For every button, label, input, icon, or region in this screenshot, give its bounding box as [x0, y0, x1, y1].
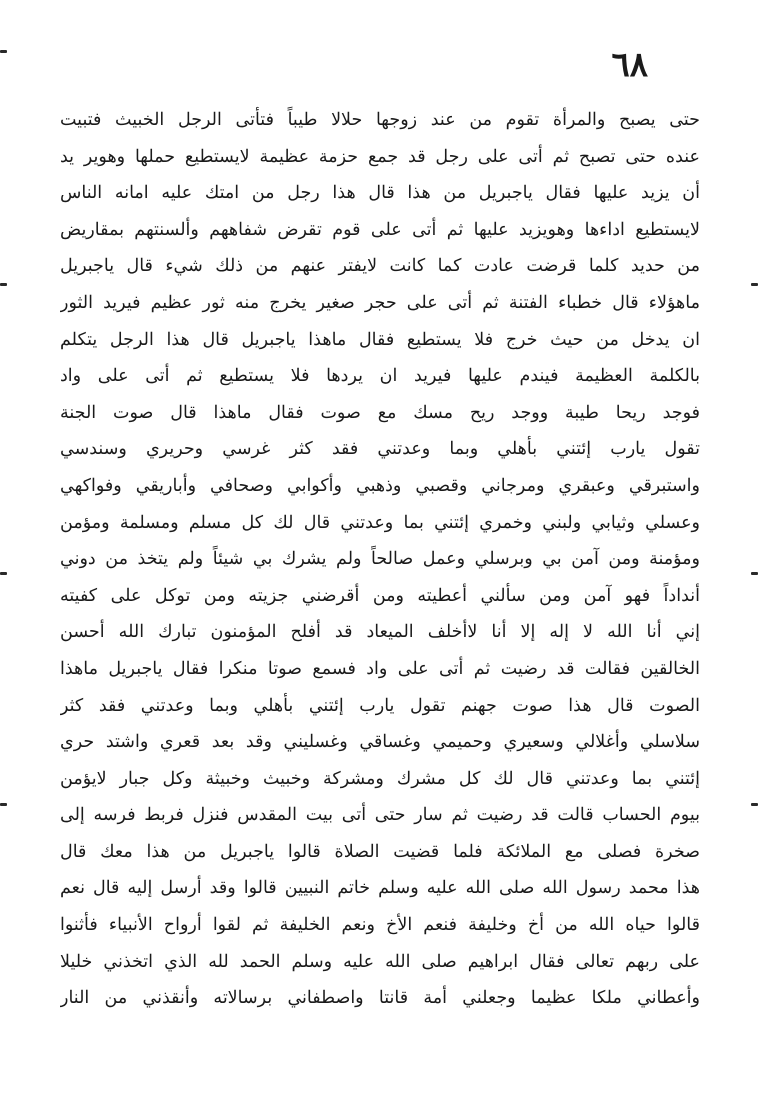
text-line: لايستطيع اداءها وهويزيد عليها ثم أتى على قوم تقرض شفاههم وألسنتهم بمقاريض	[60, 219, 700, 240]
text-line: حتى يصبح والمرأة تقوم من عند زوجها حلالا طيباً فتأتى الرجل الخبيث فتبيت	[60, 110, 700, 130]
text-line: الصوت قال هذا صوت جهنم تقول يارب إئتني بأهلي وبما وعدتني فقد كثر	[60, 695, 700, 716]
text-line: أن يزيد عليها فقال ياجبريل من هذا قال هذا رجل من امتك عليه امانه الناس	[60, 183, 700, 204]
body-text	[60, 102, 700, 1017]
text-line: على ربهم تعالى فقال ابراهيم صلى الله عليه وسلم الحمد لله الذي اتخذني خليلا	[60, 951, 700, 972]
text-line: وأعطاني ملكا عظيما وجعلني أمة قانتا واصطفاني برسالاته وأنقذني من النار	[60, 988, 700, 1009]
text-line: هذا محمد رسول الله صلى الله عليه وسلم خاتم النبيين قالوا وقد أرسل إليه قال نعم	[60, 878, 700, 899]
text-line: واستبرقي وعبقري ومرجاني وقصبي وذهبي وأكوابي وصحافي وأباريقي وفواكهي	[60, 475, 700, 496]
text-line: سلاسلي وأغلالي وسعيري وحميمي وغساقي وغسليني وقد بعد قعري واشتد حري	[60, 732, 700, 753]
binding-mark	[751, 283, 758, 286]
text-line: بيوم الحساب قالت قد رضيت ثم سار حتى أتى بيت المقدس فنزل فربط فرسه إلى	[60, 805, 700, 826]
text-line: الخالقين فقالت قد رضيت ثم أتى على واد فسمع صوتا منكرا فقال ياجبريل ماهذا	[60, 658, 700, 679]
text-line: عنده حتى تصبح ثم أتى على رجل قد جمع حزمة عظيمة لايستطيع حملها وهوير يد	[60, 146, 700, 167]
binding-mark	[0, 803, 7, 806]
text-line: تقول يارب إئتني بأهلي وبما وعدتني فقد كثر غرسي وحريري وسندسي	[60, 439, 700, 460]
text-line: إئتني بما وعدتني قال لك كل مشرك ومشركة وخبيث وخبيثة وكل جبار لايؤمن	[60, 768, 700, 789]
page-number: ٦٨	[611, 45, 648, 85]
binding-mark	[751, 803, 758, 806]
text-line: إني أنا الله لا إله إلا أنا لاأخلف الميعاد قد أفلح المؤمنون تبارك الله أحسن	[60, 622, 700, 643]
binding-mark	[751, 572, 758, 575]
text-line: ومؤمنة ومن آمن بي وبرسلي وعمل صالحاً ولم يشرك بي شيئاً ولم يتخذ من دوني	[60, 549, 700, 570]
text-line: من حديد كلما قرضت عادت كما كانت لايفتر عنهم من ذلك شيء قال ياجبريل	[60, 256, 700, 277]
text-line: أنداداً فهو آمن ومن سألني أعطيته ومن أقرضني جزيته ومن توكل على كفيته	[60, 585, 700, 606]
text-line: بالكلمة العظيمة فيندم عليها فيريد ان يردها فلا يستطيع ثم أتى على واد	[60, 366, 700, 387]
text-line: ماهؤلاء قال خطباء الفتنة ثم أتى على حجر صغير يخرج منه ثور عظيم فيريد الثور	[60, 292, 700, 313]
binding-mark	[0, 50, 7, 53]
binding-mark	[0, 572, 7, 575]
text-line: فوجد ريحا طيبة ووجد ريح مسك مع صوت فقال ماهذا قال صوت الجنة	[60, 402, 700, 423]
text-line: قالوا حياه الله من أخ وخليفة فنعم الأخ ونعم الخليفة ثم لقوا أرواح الأنبياء فأثنوا	[60, 915, 700, 936]
text-line: صخرة فصلى مع الملائكة فلما قضيت الصلاة قالوا ياجبريل من هذا معك قال	[60, 841, 700, 862]
binding-mark	[0, 283, 7, 286]
text-line: ان يدخل من حيث خرج فلا يستطيع فقال ماهذا ياجبريل قال هذا الرجل يتكلم	[60, 329, 700, 350]
text-line: وعسلي وثيابي ولبني وخمري إئتني بما وعدتني قال لك كل مسلم ومسلمة ومؤمن	[60, 512, 700, 533]
